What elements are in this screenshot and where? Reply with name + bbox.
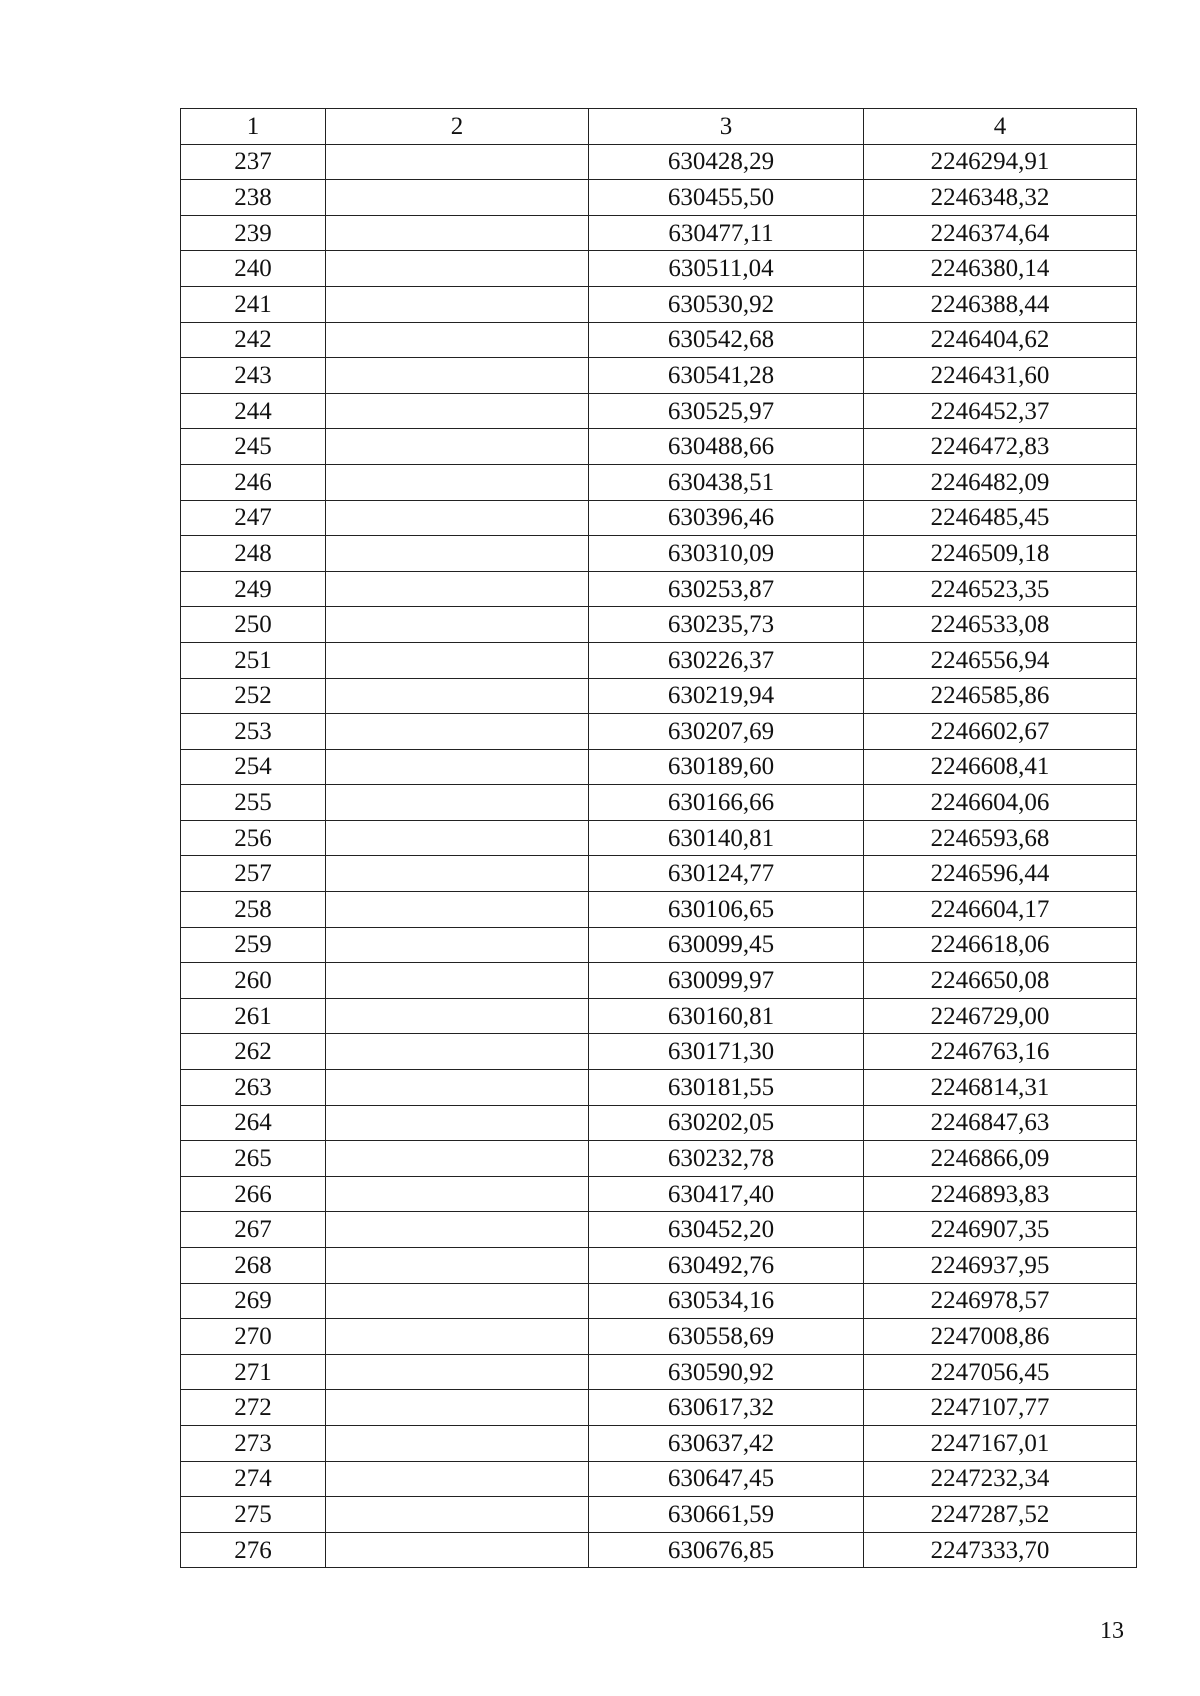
table-row [181,144,1137,180]
row-number-cell: 255 [181,785,326,821]
row-number-cell: 260 [181,963,326,999]
row-number-cell: 264 [181,1105,326,1141]
row-y-coordinate-cell: 2247287,52 [864,1497,1137,1533]
row-number-cell: 254 [181,749,326,785]
row-y-coordinate-cell: 2246814,31 [864,1070,1137,1106]
row-number-cell: 239 [181,215,326,251]
row-y-coordinate-cell: 2247333,70 [864,1532,1137,1568]
row-y-coordinate-cell: 2246348,32 [864,180,1137,216]
row-x-coordinate-cell: 630438,51 [589,464,864,500]
row-y-coordinate-cell: 2246556,94 [864,642,1137,678]
row-y-coordinate-cell: 2246533,08 [864,607,1137,643]
row-x-coordinate-cell: 630099,97 [589,963,864,999]
row-column-2-cell [326,286,589,322]
row-y-coordinate-cell: 2247008,86 [864,1319,1137,1355]
row-column-2-cell [326,1212,589,1248]
table-row [181,1176,1137,1212]
row-x-coordinate-cell: 630232,78 [589,1141,864,1177]
row-column-2-cell [326,1425,589,1461]
row-x-coordinate-cell: 630511,04 [589,251,864,287]
row-x-coordinate-cell: 630202,05 [589,1105,864,1141]
row-column-2-cell [326,820,589,856]
row-x-coordinate-cell: 630235,73 [589,607,864,643]
row-column-2-cell [326,322,589,358]
row-column-2-cell [326,500,589,536]
row-column-2-cell [326,642,589,678]
table-row [181,500,1137,536]
row-x-coordinate-cell: 630166,66 [589,785,864,821]
column-header-2: 2 [326,109,589,145]
column-header-1: 1 [181,109,326,145]
row-x-coordinate-cell: 630676,85 [589,1532,864,1568]
table-row [181,714,1137,750]
table-row [181,998,1137,1034]
row-y-coordinate-cell: 2246431,60 [864,358,1137,394]
row-y-coordinate-cell: 2246596,44 [864,856,1137,892]
row-number-cell: 270 [181,1319,326,1355]
row-column-2-cell [326,215,589,251]
row-y-coordinate-cell: 2246388,44 [864,286,1137,322]
row-y-coordinate-cell: 2246374,64 [864,215,1137,251]
row-y-coordinate-cell: 2246907,35 [864,1212,1137,1248]
row-number-cell: 253 [181,714,326,750]
row-y-coordinate-cell: 2246618,06 [864,927,1137,963]
table-row [181,180,1137,216]
row-y-coordinate-cell: 2246482,09 [864,464,1137,500]
row-y-coordinate-cell: 2246602,67 [864,714,1137,750]
row-x-coordinate-cell: 630558,69 [589,1319,864,1355]
table-row [181,1354,1137,1390]
row-x-coordinate-cell: 630106,65 [589,892,864,928]
row-number-cell: 252 [181,678,326,714]
row-number-cell: 248 [181,536,326,572]
row-number-cell: 263 [181,1070,326,1106]
row-column-2-cell [326,1176,589,1212]
row-x-coordinate-cell: 630181,55 [589,1070,864,1106]
row-column-2-cell [326,1497,589,1533]
row-number-cell: 262 [181,1034,326,1070]
table-row [181,358,1137,394]
row-column-2-cell [326,1283,589,1319]
table-row [181,1141,1137,1177]
row-y-coordinate-cell: 2246604,17 [864,892,1137,928]
row-x-coordinate-cell: 630541,28 [589,358,864,394]
table-row [181,215,1137,251]
row-number-cell: 247 [181,500,326,536]
row-x-coordinate-cell: 630417,40 [589,1176,864,1212]
row-column-2-cell [326,714,589,750]
row-number-cell: 261 [181,998,326,1034]
row-column-2-cell [326,1354,589,1390]
row-y-coordinate-cell: 2246978,57 [864,1283,1137,1319]
table-row [181,1212,1137,1248]
row-x-coordinate-cell: 630310,09 [589,536,864,572]
row-number-cell: 246 [181,464,326,500]
table-row [181,571,1137,607]
row-y-coordinate-cell: 2246472,83 [864,429,1137,465]
row-y-coordinate-cell: 2246523,35 [864,571,1137,607]
row-number-cell: 267 [181,1212,326,1248]
row-x-coordinate-cell: 630189,60 [589,749,864,785]
row-number-cell: 265 [181,1141,326,1177]
row-x-coordinate-cell: 630492,76 [589,1248,864,1284]
column-header-4: 4 [864,109,1137,145]
row-x-coordinate-cell: 630637,42 [589,1425,864,1461]
table-row [181,1283,1137,1319]
row-y-coordinate-cell: 2246608,41 [864,749,1137,785]
row-x-coordinate-cell: 630617,32 [589,1390,864,1426]
row-x-coordinate-cell: 630452,20 [589,1212,864,1248]
row-number-cell: 268 [181,1248,326,1284]
row-column-2-cell [326,393,589,429]
row-x-coordinate-cell: 630226,37 [589,642,864,678]
row-y-coordinate-cell: 2246593,68 [864,820,1137,856]
row-column-2-cell [326,963,589,999]
row-x-coordinate-cell: 630455,50 [589,180,864,216]
row-x-coordinate-cell: 630428,29 [589,144,864,180]
row-column-2-cell [326,785,589,821]
row-x-coordinate-cell: 630477,11 [589,215,864,251]
row-y-coordinate-cell: 2246509,18 [864,536,1137,572]
row-y-coordinate-cell: 2246294,91 [864,144,1137,180]
row-x-coordinate-cell: 630396,46 [589,500,864,536]
row-x-coordinate-cell: 630207,69 [589,714,864,750]
row-y-coordinate-cell: 2246380,14 [864,251,1137,287]
table-row [181,785,1137,821]
row-x-coordinate-cell: 630160,81 [589,998,864,1034]
row-x-coordinate-cell: 630661,59 [589,1497,864,1533]
row-number-cell: 276 [181,1532,326,1568]
row-number-cell: 244 [181,393,326,429]
page-number: 13 [1100,1618,1124,1644]
row-y-coordinate-cell: 2246585,86 [864,678,1137,714]
row-number-cell: 259 [181,927,326,963]
row-column-2-cell [326,1390,589,1426]
table-row [181,1425,1137,1461]
row-y-coordinate-cell: 2246452,37 [864,393,1137,429]
table-row [181,322,1137,358]
table-row [181,1532,1137,1568]
row-y-coordinate-cell: 2246893,83 [864,1176,1137,1212]
row-y-coordinate-cell: 2247232,34 [864,1461,1137,1497]
column-header-3: 3 [589,109,864,145]
row-column-2-cell [326,1070,589,1106]
table-row [181,1034,1137,1070]
row-column-2-cell [326,678,589,714]
table-row [181,1248,1137,1284]
row-column-2-cell [326,536,589,572]
row-x-coordinate-cell: 630590,92 [589,1354,864,1390]
row-number-cell: 245 [181,429,326,465]
row-x-coordinate-cell: 630253,87 [589,571,864,607]
row-y-coordinate-cell: 2247167,01 [864,1425,1137,1461]
row-number-cell: 258 [181,892,326,928]
row-number-cell: 271 [181,1354,326,1390]
row-number-cell: 256 [181,820,326,856]
row-number-cell: 269 [181,1283,326,1319]
row-number-cell: 249 [181,571,326,607]
row-y-coordinate-cell: 2246650,08 [864,963,1137,999]
row-y-coordinate-cell: 2246729,00 [864,998,1137,1034]
row-number-cell: 272 [181,1390,326,1426]
row-column-2-cell [326,1319,589,1355]
table-row [181,678,1137,714]
table-row [181,749,1137,785]
row-x-coordinate-cell: 630219,94 [589,678,864,714]
row-number-cell: 273 [181,1425,326,1461]
row-column-2-cell [326,607,589,643]
row-number-cell: 251 [181,642,326,678]
table-row [181,856,1137,892]
row-number-cell: 238 [181,180,326,216]
row-y-coordinate-cell: 2246847,63 [864,1105,1137,1141]
row-column-2-cell [326,856,589,892]
row-x-coordinate-cell: 630534,16 [589,1283,864,1319]
row-column-2-cell [326,927,589,963]
table-row [181,892,1137,928]
row-column-2-cell [326,1141,589,1177]
table-row [181,1070,1137,1106]
row-x-coordinate-cell: 630099,45 [589,927,864,963]
row-x-coordinate-cell: 630530,92 [589,286,864,322]
row-number-cell: 241 [181,286,326,322]
row-column-2-cell [326,1532,589,1568]
table-row [181,820,1137,856]
table-row [181,393,1137,429]
table-row [181,1105,1137,1141]
row-y-coordinate-cell: 2247056,45 [864,1354,1137,1390]
row-number-cell: 275 [181,1497,326,1533]
row-column-2-cell [326,429,589,465]
row-x-coordinate-cell: 630488,66 [589,429,864,465]
table-row [181,1461,1137,1497]
row-column-2-cell [326,180,589,216]
row-y-coordinate-cell: 2247107,77 [864,1390,1137,1426]
row-number-cell: 242 [181,322,326,358]
table-row [181,429,1137,465]
row-y-coordinate-cell: 2246404,62 [864,322,1137,358]
row-x-coordinate-cell: 630647,45 [589,1461,864,1497]
coordinates-table [180,108,1137,1568]
row-y-coordinate-cell: 2246866,09 [864,1141,1137,1177]
row-column-2-cell [326,144,589,180]
row-x-coordinate-cell: 630124,77 [589,856,864,892]
row-x-coordinate-cell: 630171,30 [589,1034,864,1070]
row-column-2-cell [326,1248,589,1284]
table-header [181,109,1137,145]
table-row [181,251,1137,287]
row-column-2-cell [326,1461,589,1497]
table-row [181,1497,1137,1533]
row-column-2-cell [326,1105,589,1141]
row-column-2-cell [326,998,589,1034]
row-number-cell: 266 [181,1176,326,1212]
row-number-cell: 240 [181,251,326,287]
row-column-2-cell [326,358,589,394]
row-column-2-cell [326,251,589,287]
table-row [181,642,1137,678]
row-column-2-cell [326,892,589,928]
row-y-coordinate-cell: 2246485,45 [864,500,1137,536]
row-x-coordinate-cell: 630542,68 [589,322,864,358]
row-number-cell: 243 [181,358,326,394]
row-column-2-cell [326,1034,589,1070]
row-x-coordinate-cell: 630525,97 [589,393,864,429]
table-row [181,464,1137,500]
row-column-2-cell [326,464,589,500]
table-body [181,144,1137,1568]
table-row [181,286,1137,322]
row-y-coordinate-cell: 2246763,16 [864,1034,1137,1070]
row-y-coordinate-cell: 2246937,95 [864,1248,1137,1284]
row-number-cell: 274 [181,1461,326,1497]
row-x-coordinate-cell: 630140,81 [589,820,864,856]
row-number-cell: 257 [181,856,326,892]
header-row [181,109,1137,145]
table-row [181,1319,1137,1355]
table-row [181,536,1137,572]
row-y-coordinate-cell: 2246604,06 [864,785,1137,821]
table-row [181,1390,1137,1426]
row-column-2-cell [326,571,589,607]
row-column-2-cell [326,749,589,785]
row-number-cell: 250 [181,607,326,643]
table-row [181,963,1137,999]
table-row [181,927,1137,963]
row-number-cell: 237 [181,144,326,180]
table-row [181,607,1137,643]
